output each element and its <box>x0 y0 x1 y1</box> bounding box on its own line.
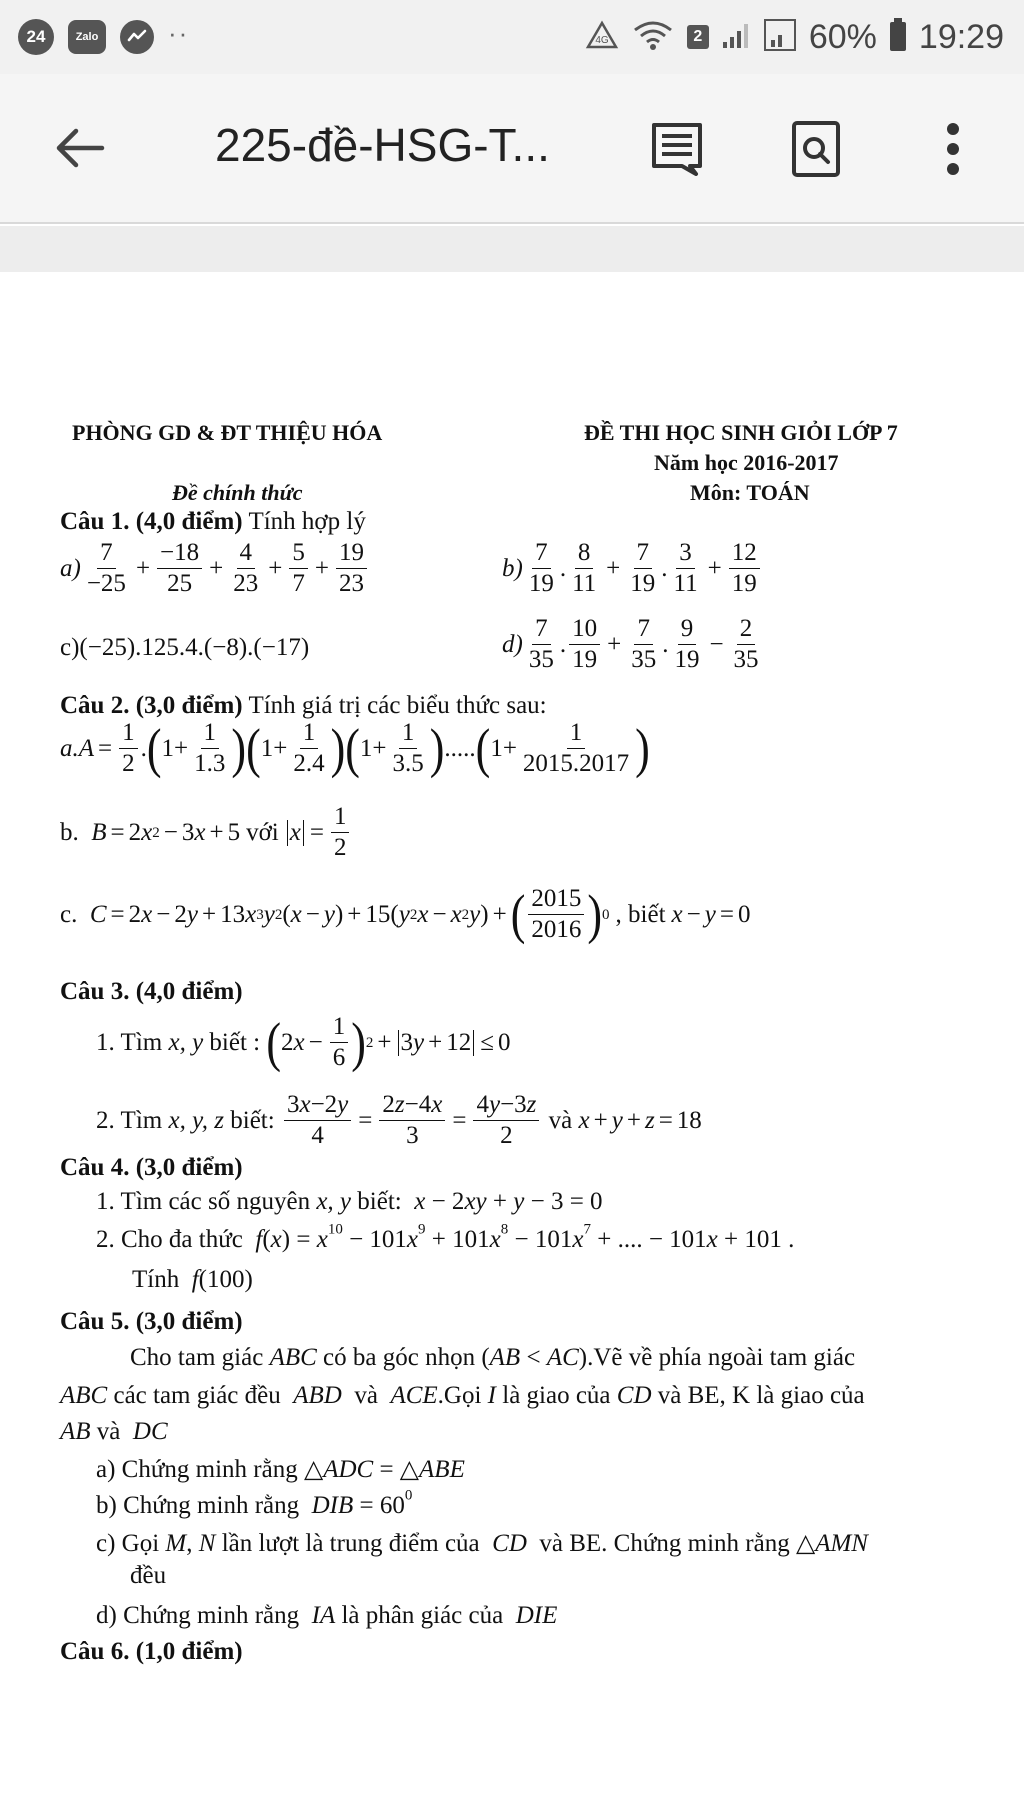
notification-count-icon: 24 <box>18 19 54 55</box>
subject: Môn: TOÁN <box>690 480 810 505</box>
text-view-icon[interactable] <box>642 114 712 184</box>
wifi-icon <box>631 18 675 57</box>
school-year: Năm học 2016-2017 <box>654 450 839 475</box>
q2-part-c: c. C = 2 x − 2 y + 13 x 3 y 2 ( x − y ) + 15( y 2 x − x 2 y ) + ( $\frac{2015}{2016}$ ) 0 , biết x − y = 0 <box>60 883 751 945</box>
exam-title: ĐỀ THI HỌC SINH GIỎI LỚP 7 <box>584 420 898 445</box>
toolbar-shadow-band <box>0 226 1024 272</box>
q4-part-1: 1. Tìm các số nguyên x, y biết: x − 2xy + y − 3 = 0 <box>96 1188 603 1215</box>
battery-percent: 60% <box>808 17 877 56</box>
document-title: 225-đề-HSG-T... <box>215 119 550 171</box>
question-1: Câu 1. (4,0 điểm) Tính hợp lý <box>60 508 366 535</box>
q5-line-1: Cho tam giác ABC có ba góc nhọn (AB < AC).Vẽ về phía ngoài tam giác <box>130 1344 856 1371</box>
clock: 19:29 <box>918 17 1004 56</box>
question-3: Câu 3. (4,0 điểm) <box>60 978 243 1005</box>
q1-part-d: d) $\frac{7}{35}$ . $\frac{10}{19}$ + $\frac{7}{35}$ . $\frac{9}{19}$ − $\frac{2}{35}$ <box>502 615 759 674</box>
department-name: PHÒNG GD & ĐT THIỆU HÓA <box>72 420 383 445</box>
messenger-icon <box>120 20 154 54</box>
signal-secondary-icon <box>763 18 797 57</box>
q3-part-1: 1. Tìm x, y biết : ( 2 x − $\frac{1}{6}$ ) 2 + 3 y + 12 ≤ 0 <box>96 1011 511 1073</box>
q1-part-a: a) $\frac{7}{-25}$ + $\frac{-18}{25}$ + $\frac{4}{23}$ + $\frac{5}{7}$ + $\frac{19}{23}$ <box>60 540 370 598</box>
q5-part-c-cont: đều <box>130 1562 167 1589</box>
q2-part-a: a.A = $\frac{1}{2}$ . ( 1+ $\frac{1}{1.3}$ ) ( 1+ $\frac{1}{2.4}$ ) ( 1+ $\frac{1}{3.5}$ ) ..... ( 1+ $\frac{1}{2015.2017}$ ) <box>60 717 650 779</box>
q5-part-c: c) Gọi M, N lần lượt là trung điểm của CD và BE. Chứng minh rằng △AMN <box>96 1530 868 1557</box>
question-2: Câu 2. (3,0 điểm) Tính giá trị các biểu thức sau: <box>60 692 547 719</box>
q4-part-2: 2. Cho đa thức $f(x) = x^{10} - 101x^9 + 101x^8 - 101x^7$ + .... − 101x + 101 . <box>96 1221 795 1253</box>
data-saver-icon <box>585 20 619 55</box>
official-label: Đề chính thức <box>172 480 303 505</box>
q1-part-b: b) $\frac{7}{19}$ . $\frac{8}{11}$ + $\frac{7}{19}$ . $\frac{3}{11}$ + $\frac{12}{19}$ <box>502 540 763 598</box>
sim-slot-badge: 2 <box>687 25 709 49</box>
q3-part-2: 2. Tìm x, y, z biết: $\frac{3x-2y}{4}$ = $\frac{2z-4x}{3}$ = $\frac{4y-3z}{2}$ và x + y + z = 18 <box>96 1091 702 1150</box>
q4-compute: Tính f(100) <box>132 1266 253 1293</box>
question-5: Câu 5. (3,0 điểm) <box>60 1308 243 1335</box>
q5-line-3: AB và DC <box>60 1418 168 1445</box>
question-6: Câu 6. (1,0 điểm) <box>60 1638 243 1665</box>
q5-part-b: b) Chứng minh rằng DIB = $60^0$ <box>96 1487 413 1519</box>
zalo-app-icon: Zalo <box>68 20 106 54</box>
q5-part-a: a) Chứng minh rằng △ADC = △ABE <box>96 1456 465 1483</box>
q5-part-d: d) Chứng minh rằng IA là phân giác của DIE <box>96 1602 558 1629</box>
app-bar <box>0 74 1024 224</box>
document-page[interactable] <box>0 272 1024 1820</box>
search-document-icon[interactable] <box>781 114 851 184</box>
q1-part-c: c)(−25).125.4.(−8).(−17) <box>60 634 310 661</box>
signal-icon <box>721 20 751 55</box>
more-vert-icon[interactable] <box>918 114 988 184</box>
question-4: Câu 4. (3,0 điểm) <box>60 1154 243 1181</box>
q5-line-2: ABC các tam giác đều ABD và ACE.Gọi I là giao của CD và BE, K là giao của <box>60 1382 865 1409</box>
battery-icon <box>889 18 907 57</box>
status-bar <box>0 0 1024 74</box>
back-arrow-icon[interactable] <box>48 116 112 180</box>
svg-text:4G: 4G <box>595 34 609 46</box>
more-notifications-dots: ·· <box>168 17 190 48</box>
q2-part-b: b. B = 2 x 2 − 3 x + 5 với x = $\frac{1}{2}$ <box>60 804 352 862</box>
